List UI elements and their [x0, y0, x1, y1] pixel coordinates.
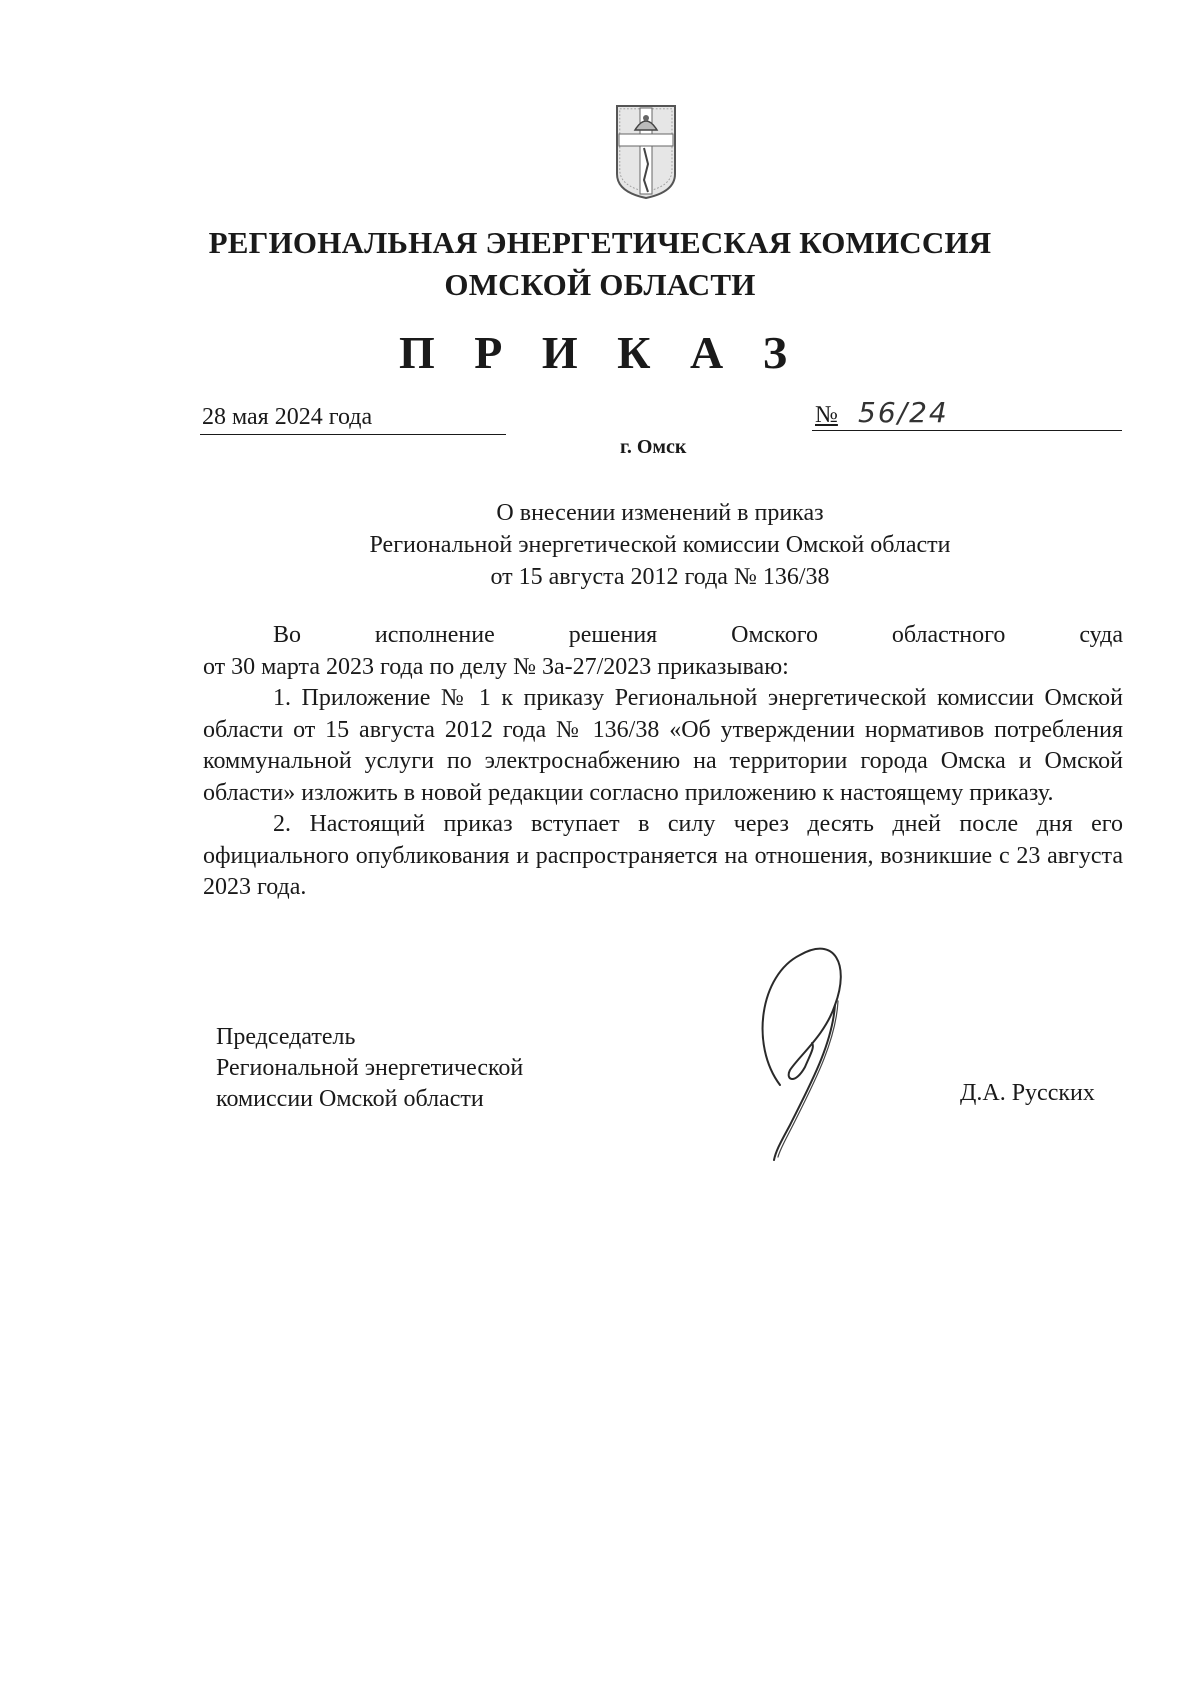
- signatory-title-line-2: Региональной энергетической: [216, 1055, 524, 1081]
- subject-line-3: от 15 августа 2012 года № 136/38: [490, 564, 830, 590]
- signatory-title-line-3: комиссии Омской области: [216, 1086, 484, 1112]
- order-item-1: 1. Приложение № 1 к приказу Региональной энергетической комиссии Омской области от 15 августа 2012 года № 136/38 «Об утверждении нормативов потребления коммунальной услуги по электроснабжению на территории города Омска и Омской области» изложить в новой редакции согласно приложению к настоящему приказу.: [203, 685, 1123, 806]
- date-underline: [200, 434, 506, 435]
- signatory-title-line-1: Председатель: [216, 1024, 356, 1050]
- document-number: 56/24: [858, 396, 949, 429]
- number-underline: [812, 430, 1122, 431]
- document-body: [203, 620, 1123, 904]
- city: г. Омск: [620, 436, 687, 458]
- org-line-1: РЕГИОНАЛЬНАЯ ЭНЕРГЕТИЧЕСКАЯ КОМИССИЯ: [208, 225, 992, 260]
- number-sign: №: [815, 402, 838, 428]
- document-subject: [0, 497, 1200, 593]
- handwritten-signature-icon: [740, 935, 880, 1165]
- subject-line-1: О внесении изменений в приказ: [496, 500, 824, 526]
- document-type: П Р И К А З: [398, 327, 801, 378]
- subject-line-2: Региональной энергетической комиссии Омской области: [369, 532, 951, 558]
- intro-line-2: от 30 марта 2023 года по делу № 3а-27/2023 приказываю:: [203, 653, 789, 680]
- organization-name: [0, 222, 1200, 306]
- org-line-2: ОМСКОЙ ОБЛАСТИ: [444, 267, 756, 302]
- document-date: 28 мая 2024 года: [202, 404, 373, 430]
- order-item-2: 2. Настоящий приказ вступает в силу через десять дней после дня его официального опубликования и распространяется на отношения, возникшие с 23 августа 2023 года.: [203, 811, 1123, 900]
- intro-line-1: Во исполнение решения Омского областного суда: [273, 622, 1123, 648]
- signer-name: Д.А. Русских: [960, 1080, 1095, 1106]
- signatory-title: [216, 1022, 523, 1115]
- coat-of-arms-icon: [615, 104, 677, 200]
